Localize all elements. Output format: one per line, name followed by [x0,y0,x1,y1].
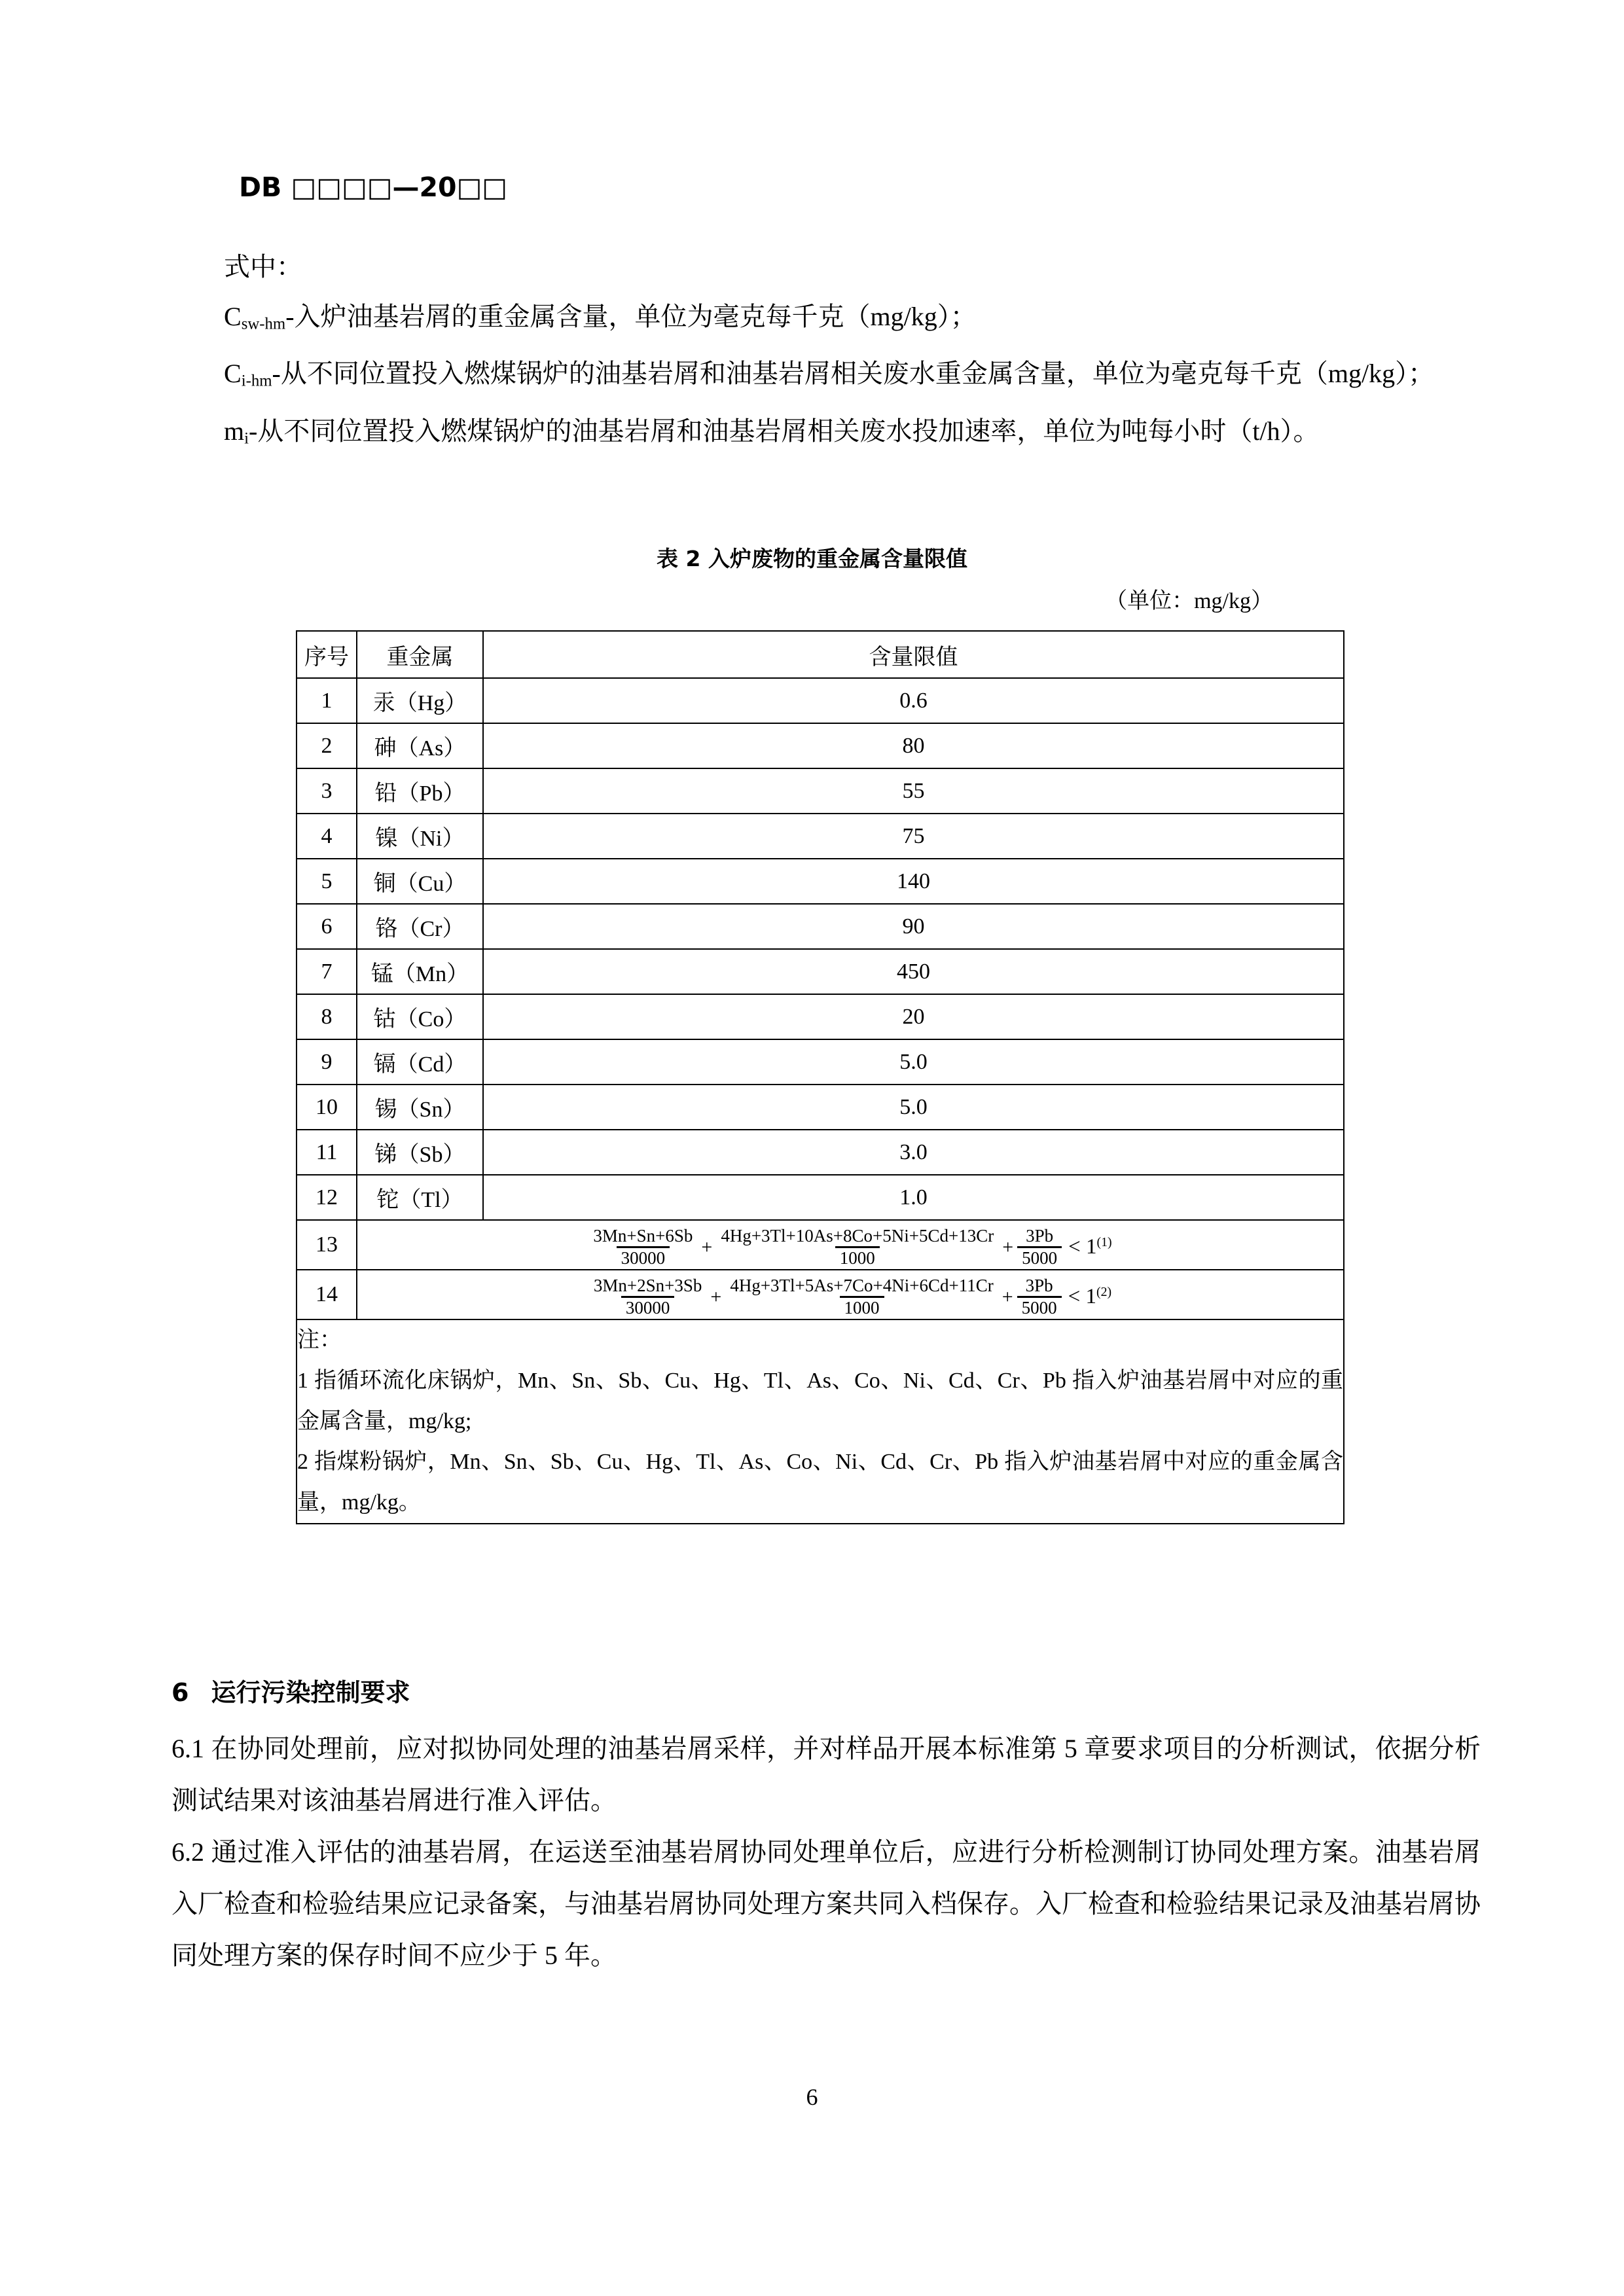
cell-limit: 1.0 [483,1175,1344,1220]
relation-text: < 1 [1068,1235,1097,1259]
table-row-notes [297,1319,1344,1524]
plus-operator: + [1002,1236,1014,1258]
cell-limit: 55 [483,768,1344,814]
formula-expression [588,1227,1111,1267]
section-heading-6 [171,1672,410,1708]
symbol-subscript-sw-hm: sw-hm [241,315,286,333]
fraction-numerator: 3Pb [1025,1276,1053,1295]
cell-index: 11 [297,1130,357,1175]
column-header-limit: 含量限值 [483,631,1344,678]
section-body [171,1723,1481,1981]
symbol-m-i: $m_i$ [224,416,249,448]
cell-index: 2 [297,723,357,768]
table-row [297,904,1344,949]
cell-index: 5 [297,859,357,904]
fraction-term [1017,1227,1062,1267]
fraction-numerator: 4Hg+3Tl+10As+8Co+5Ni+5Cd+13Cr [721,1226,994,1246]
symbol-c-i: $C_{i-hm}$ [224,359,272,390]
cell-limit: 450 [483,949,1344,994]
cell-metal: 铅（Pb） [357,768,483,814]
formula-legend-block [171,242,1454,463]
symbol-subscript-i: i [244,429,249,448]
header-standard-code: DB □□□□—20□□ [239,171,508,203]
table-row-formula [297,1220,1344,1270]
fraction-numerator: 3Mn+2Sn+3Sb [593,1276,702,1295]
table-row [297,994,1344,1039]
cell-limit: 140 [483,859,1344,904]
cell-index: 12 [297,1175,357,1220]
table-row [297,678,1344,723]
cell-limit: 0.6 [483,678,1344,723]
heavy-metal-limits-table-wrapper [296,630,1343,1524]
cell-limit: 90 [483,904,1344,949]
relation-text: < 1 [1068,1285,1097,1308]
notes-label: 注： [297,1328,342,1352]
table-row [297,1175,1344,1220]
plus-operator: + [710,1285,722,1308]
cell-index: 3 [297,768,357,814]
symbol-subscript-i-hm: i-hm [241,372,272,390]
fraction-denominator: 1000 [840,1296,884,1317]
legend-item-csw-text: -入炉油基岩屑的重金属含量，单位为毫克每千克（mg/kg）； [285,302,977,331]
table-row [297,723,1344,768]
cell-limit: 3.0 [483,1130,1344,1175]
cell-index: 14 [297,1270,357,1319]
paragraph-6-2: 6.2 通过准入评估的油基岩屑，在运送至油基岩屑协同处理单位后，应进行分析检测制订协同处理方案。油基岩屑入厂检查和检验结果应记录备案，与油基岩屑协同处理方案共同入档保存。入厂检查和检验结果记录及油基岩屑协同处理方案的保存时间不应少于 5 年。 [171,1837,1481,1970]
footnote-marker: (2) [1096,1285,1112,1300]
cell-limit: 5.0 [483,1085,1344,1130]
cell-metal: 镉（Cd） [357,1039,483,1085]
cell-metal: 汞（Hg） [357,678,483,723]
table-row [297,1085,1344,1130]
cell-index: 9 [297,1039,357,1085]
cell-index: 7 [297,949,357,994]
fraction-term [1017,1277,1062,1317]
heavy-metal-limits-table [296,630,1344,1524]
table-row [297,1130,1344,1175]
legend-item-ci [171,349,1454,406]
cell-limit: 75 [483,814,1344,859]
cell-index: 10 [297,1085,357,1130]
cell-metal: 铜（Cu） [357,859,483,904]
fraction-denominator: 5000 [1017,1296,1062,1317]
legend-item-csw [171,292,1454,349]
cell-index: 6 [297,904,357,949]
fraction-term [588,1227,697,1267]
table-row [297,1039,1344,1085]
note-item-1: 1 指循环流化床锅炉，Mn、Sn、Sb、Cu、Hg、Tl、As、Co、Ni、Cd、Cr、Pb 指入炉油基岩屑中对应的重金属含量，mg/kg; [297,1369,1343,1433]
cell-limit: 20 [483,994,1344,1039]
table-unit-note: （单位：mg/kg） [1105,589,1273,613]
table-header-row [297,631,1344,678]
cell-index: 8 [297,994,357,1039]
cell-metal: 砷（As） [357,723,483,768]
table-row-formula [297,1270,1344,1319]
cell-notes [297,1319,1344,1524]
legend-lead-in: 式中： [224,252,302,281]
page-number: 6 [806,2084,818,2110]
cell-metal: 铬（Cr） [357,904,483,949]
fraction-denominator: 30000 [617,1246,670,1267]
table-row [297,814,1344,859]
column-header-metal: 重金属 [357,631,483,678]
plus-operator: + [1001,1285,1013,1308]
cell-metal: 锑（Sb） [357,1130,483,1175]
cell-index: 4 [297,814,357,859]
paragraph-6-1: 6.1 在协同处理前，应对拟协同处理的油基岩屑采样，并对样品开展本标准第 5 章要求项目的分析测试，依据分析测试结果对该油基岩屑进行准入评估。 [171,1734,1481,1815]
formula-relation [1062,1236,1111,1258]
fraction-numerator: 3Mn+Sn+6Sb [593,1226,693,1246]
cell-metal: 钴（Co） [357,994,483,1039]
fraction-term [589,1277,707,1317]
cell-limit: 5.0 [483,1039,1344,1085]
fraction-denominator: 30000 [621,1296,675,1317]
cell-formula [357,1220,1344,1270]
fraction-numerator: 4Hg+3Tl+5As+7Co+4Ni+6Cd+11Cr [730,1276,994,1295]
cell-limit: 80 [483,723,1344,768]
footnote-marker: (1) [1096,1235,1112,1250]
formula-expression [589,1277,1111,1317]
column-header-index: 序号 [297,631,357,678]
section-title: 运行污染控制要求 [211,1678,410,1707]
document-header [239,171,507,203]
note-item-2: 2 指煤粉锅炉，Mn、Sn、Sb、Cu、Hg、Tl、As、Co、Ni、Cd、Cr、Pb 指入炉油基岩屑中对应的重金属含量，mg/kg。 [297,1450,1343,1515]
cell-metal: 锰（Mn） [357,949,483,994]
plus-operator: + [701,1236,713,1258]
legend-item-ci-text: -从不同位置投入燃煤锅炉的油基岩屑和油基岩屑相关废水重金属含量，单位为毫克每千克（mg/kg）； [272,359,1435,389]
cell-index: 1 [297,678,357,723]
cell-index: 13 [297,1220,357,1270]
table-row [297,949,1344,994]
legend-item-mi-text: -从不同位置投入燃煤锅炉的油基岩屑和油基岩屑相关废水投加速率，单位为吨每小时（t/h）。 [249,416,1320,446]
symbol-c-sw: $C_{sw-hm}$ [224,302,286,333]
fraction-term [716,1227,998,1267]
legend-item-mi [171,406,1454,463]
formula-relation [1062,1286,1111,1308]
table-caption: 表 2 入炉废物的重金属含量限值 [657,546,967,571]
table-row [297,859,1344,904]
cell-metal: 镍（Ni） [357,814,483,859]
fraction-denominator: 1000 [835,1246,880,1267]
fraction-denominator: 5000 [1017,1246,1062,1267]
fraction-term [725,1277,998,1317]
table-row [297,768,1344,814]
fraction-numerator: 3Pb [1026,1226,1054,1246]
cell-metal: 锡（Sn） [357,1085,483,1130]
cell-metal: 铊（Tl） [357,1175,483,1220]
cell-formula [357,1270,1344,1319]
section-number: 6 [171,1678,189,1707]
